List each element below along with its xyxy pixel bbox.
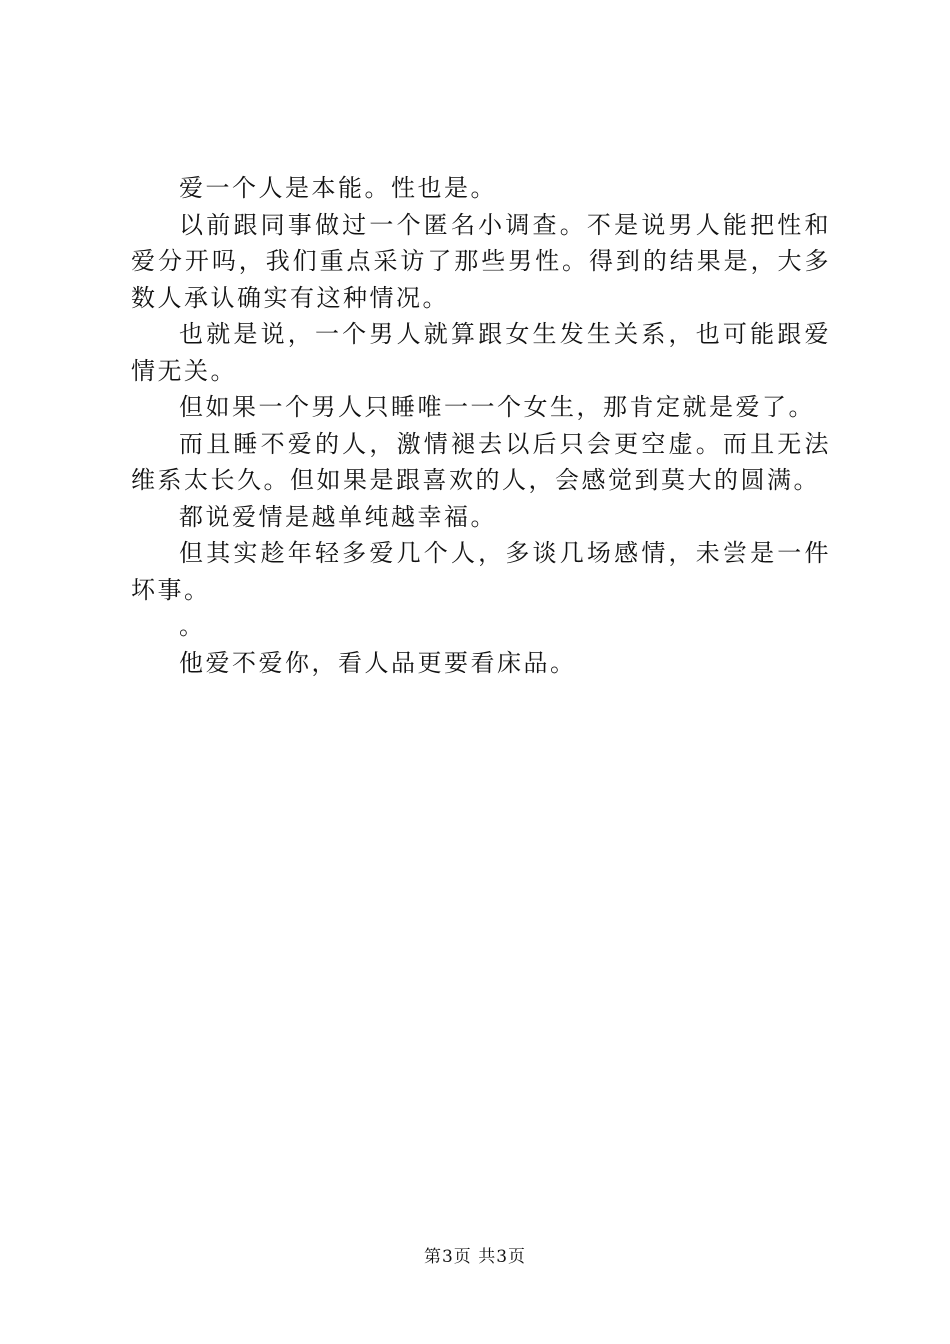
paragraph: 都说爱情是越单纯越幸福。 — [179, 502, 497, 531]
paragraph: 也就是说，一个男人就算跟女生发生关系，也可能跟爱情无关。 — [131, 320, 831, 385]
paragraph: 而且睡不爱的人，激情褪去以后只会更空虚。而且无法维系太长久。但如果是跟喜欢的人，会感觉到莫大的圆满。 — [131, 429, 831, 494]
page-footer: 第3页 共3页 — [423, 1247, 527, 1267]
paragraph: 但其实趁年轻多爱几个人，多谈几场感情，未尝是一件坏事。 — [131, 539, 831, 604]
paragraph: 但如果一个男人只睡唯一一个女生，那肯定就是爱了。 — [179, 393, 815, 421]
document-body — [131, 170, 831, 681]
paragraph: 以前跟同事做过一个匿名小调查。不是说男人能把性和爱分开吗，我们重点采访了那些男性。得到的结果是，大多数人承认确实有这种情况。 — [131, 210, 831, 312]
paragraph: 他爱不爱你，看人品更要看床品。 — [179, 648, 577, 677]
paragraph: 爱一个人是本能。性也是。 — [179, 174, 497, 202]
paragraph: 。 — [179, 612, 206, 640]
